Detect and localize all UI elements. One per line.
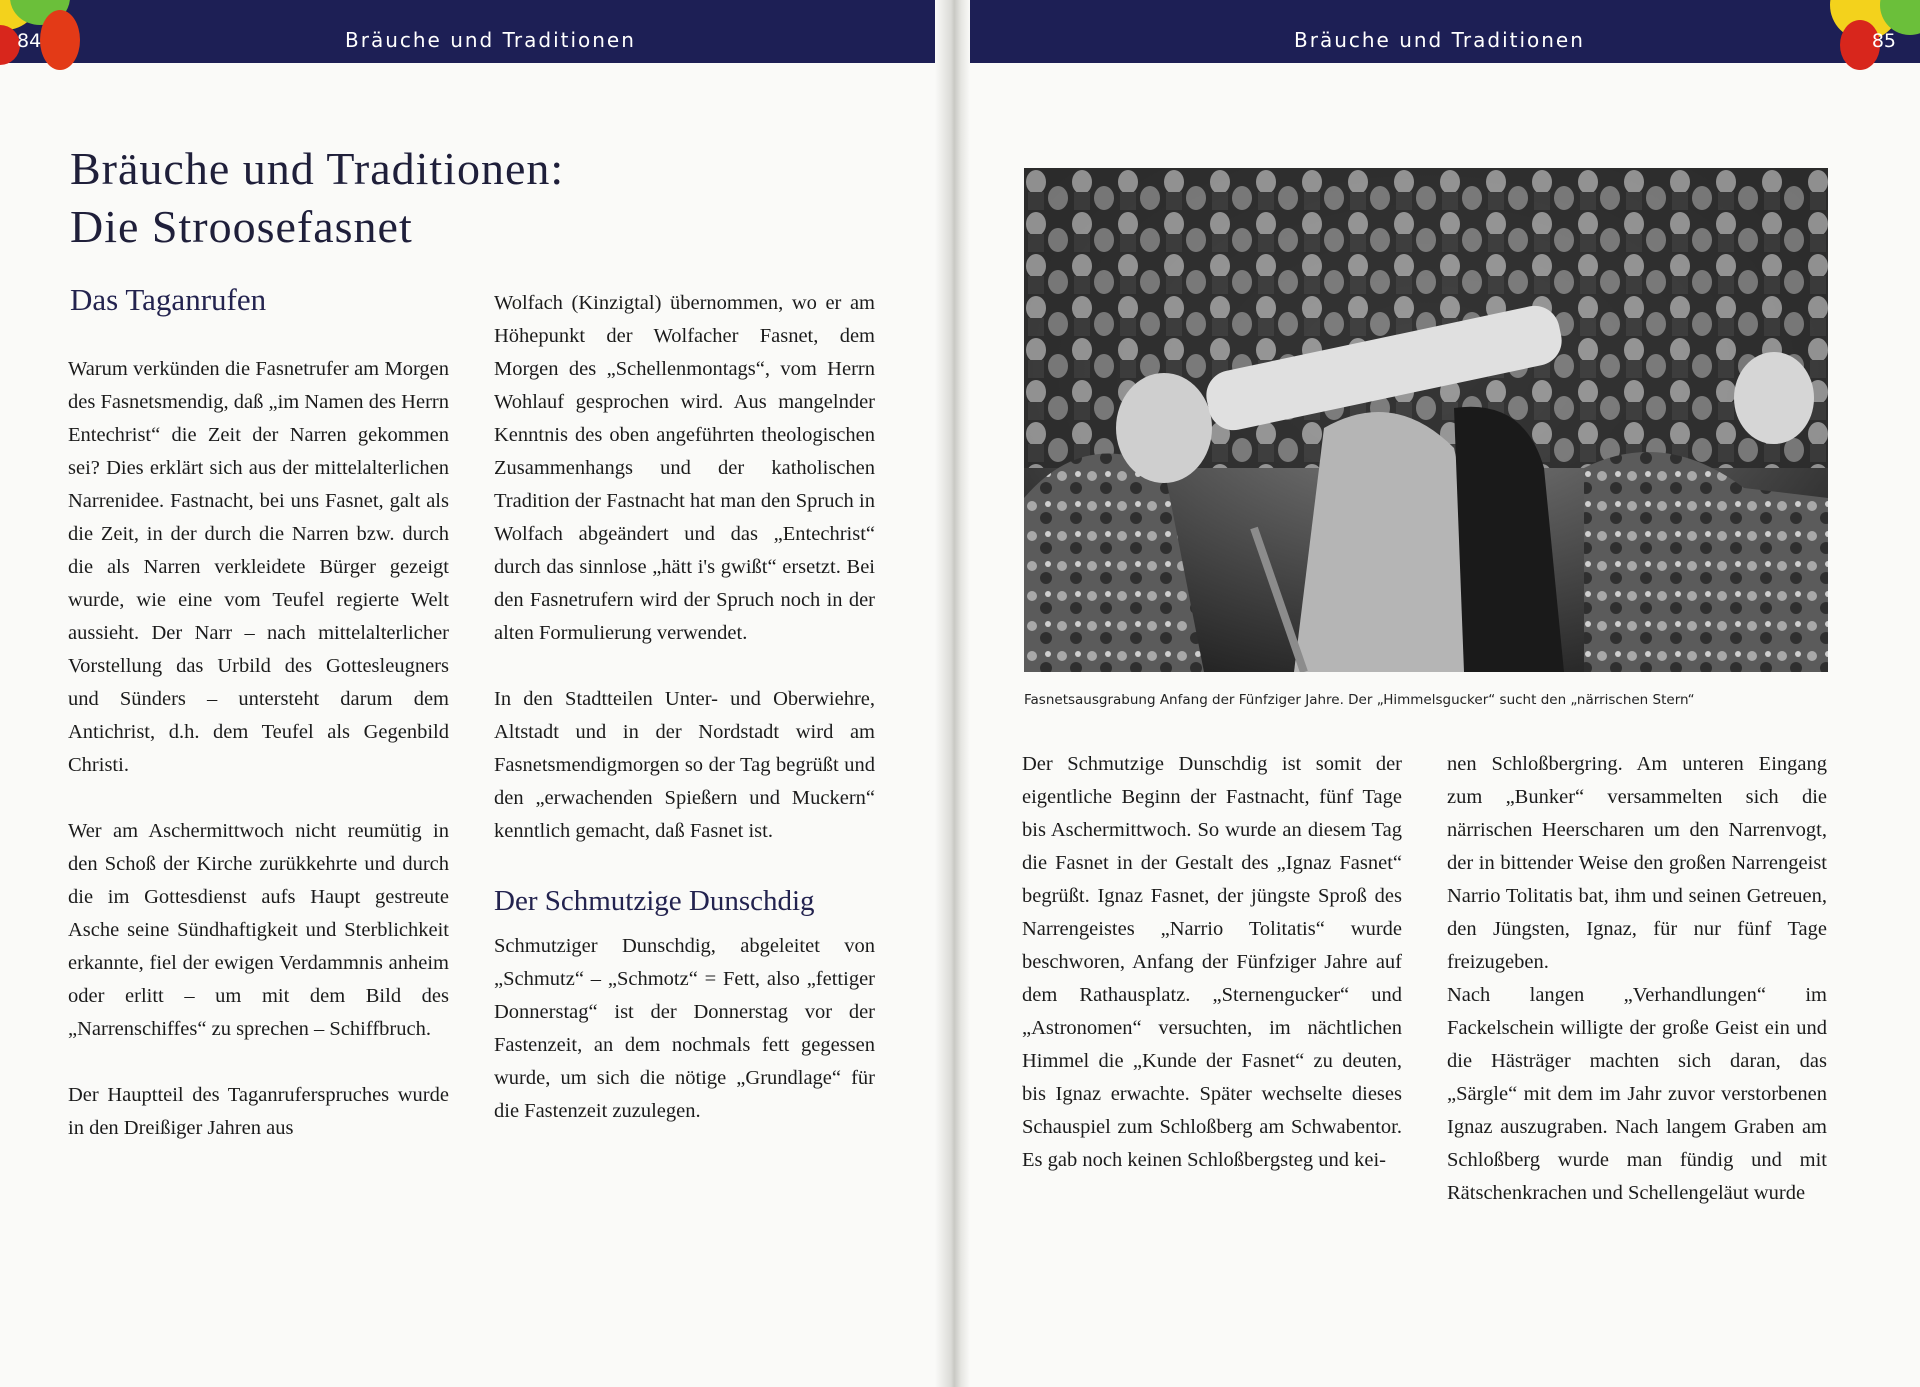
section-heading: Der Schmutzige Dunschdig [494,885,815,917]
text-column-3 [1022,748,1402,1177]
historic-photo [1024,168,1828,672]
paragraph: nen Schloßbergring. Am unteren Eingang zum „Bunker“ versammelten sich die närrischen Heerscharen um den Narrenvogt, der in bittender Weise den großen Narrengeist Narrio Tolitatis bat, ihm und seinen Getreuen, den Jüngsten, Ignaz, für nur fünf Tage freizugeben. [1447,753,1827,973]
book-gutter [935,0,970,1387]
text-column-4 [1447,748,1827,1210]
header-banner [950,0,1920,63]
paragraph: Nach langen „Verhandlungen“ im Fackelschein willigte der große Geist ein und die Hästräger machten sich daran, das „Särgle“ mit dem im Jahr zuvor verstorbenen Ignaz auszugraben. Nach langem Graben am Schloßberg wurde man fündig und mit Rätschenkrachen und Schellengeläut wurde [1447,984,1827,1204]
page-number: 84 [17,30,42,52]
text-column-2 [494,287,875,1128]
paragraph: Der Schmutzige Dunschdig ist somit der eigentliche Beginn der Fastnacht, fünf Tage bis Aschermittwoch. So wurde an diesem Tag die Fasnet in der Gestalt des „Ignaz Fasnet“ begrüßt. Ignaz Fasnet, der jüngste Sproß des Narrengeistes „Narrio Tolitatis“ wurde beschworen, Anfang der Fünfziger Jahre auf dem Rathausplatz. „Sternengucker“ und „Astronomen“ versuchten, im nächtlichen Himmel die „Kunde der Fasnet“ zu deuten, bis Ignaz erwachte. Später wechselte dieses Schauspiel zum Schloßberg am Schwabentor. Es gab noch keinen Schloßbergsteg und kei- [1022,753,1402,1171]
paragraph: Warum verkünden die Fasnetrufer am Morgen des Fasnetsmendig, daß „im Namen des Herrn Entechrist“ die Zeit der Narren gekommen sei? Dies erklärt sich aus der mittelalterlichen Narrenidee. Fastnacht, bei uns Fasnet, galt als die Zeit, in der durch die Narren bzw. durch die als Narren verkleidete Bürger gezeigt wurde, wie eine vom Teufel regierte Welt aussieht. Der Narr – nach mittelalterlicher Vorstellung das Urbild des Gottesleugners und Sünders – untersteht darum dem Antichrist, d.h. dem Teufel als Gegenbild Christi. [68,358,449,776]
paragraph: Der Hauptteil des Taganruferspruches wurde in den Dreißiger Jahren aus [68,1084,449,1139]
page-number: 85 [1871,30,1896,52]
text-column-1 [68,353,449,1145]
paragraph: Schmutziger Dunschdig, abgeleitet von „Schmutz“ – „Schmotz“ = Fett, also „fettiger Donnerstag“ ist der Donnerstag vor der Fastenzeit, an dem nochmals fett gegessen wurde, um sich die nötige „Grundlage“ für die Fastenzeit zuzulegen. [494,935,875,1122]
running-header: Bräuche und Traditionen [345,28,636,52]
page-title [70,140,564,256]
paragraph: In den Stadtteilen Unter- und Oberwiehre, Altstadt und in der Nordstadt wird am Fasnetsmendigmorgen so der Tag begrüßt und den „erwachenden Spießern und Muckern“ kenntlich gemacht, daß Fasnet ist. [494,688,875,842]
crowd-photo-illustration [1024,168,1828,672]
photo-caption: Fasnetsausgrabung Anfang der Fünfziger Jahre. Der „Himmelsgucker“ sucht den „närrischen Stern“ [1024,692,1695,708]
left-page [0,0,950,1387]
header-banner [0,0,950,63]
title-line-1: Bräuche und Traditionen: [70,143,565,194]
title-line-2: Die Stroosefasnet [70,201,413,252]
section-heading: Das Taganrufen [70,282,267,317]
person-head [1116,373,1212,483]
corner-decoration [40,10,80,70]
paragraph: Wolfach (Kinzigtal) übernommen, wo er am Höhepunkt der Wolfacher Fasnet, dem Morgen des „Schellenmontags“, vom Herrn Wohlauf gesprochen wird. Aus mangelnder Kenntnis des oben angeführten theologischen Zusammenhangs und der katholischen Tradition der Fastnacht hat man den Spruch in Wolfach abgeändert und das „Entechrist“ durch das sinnlose „hätt i's gwißt“ ersetzt. Bei den Fasnetrufern wird der Spruch noch in der alten Formulierung verwendet. [494,292,875,644]
running-header: Bräuche und Traditionen [1294,28,1585,52]
paragraph: Wer am Aschermittwoch nicht reumütig in den Schoß der Kirche zurükkehrte und durch die im Gottesdienst aufs Haupt gestreute Asche seine Sündhaftigkeit und Sterblichkeit erkannte, fiel der ewigen Verdammnis anheim oder erlitt – um mit dem Bild des „Narrenschiffes“ zu sprechen – Schiffbruch. [68,820,449,1040]
